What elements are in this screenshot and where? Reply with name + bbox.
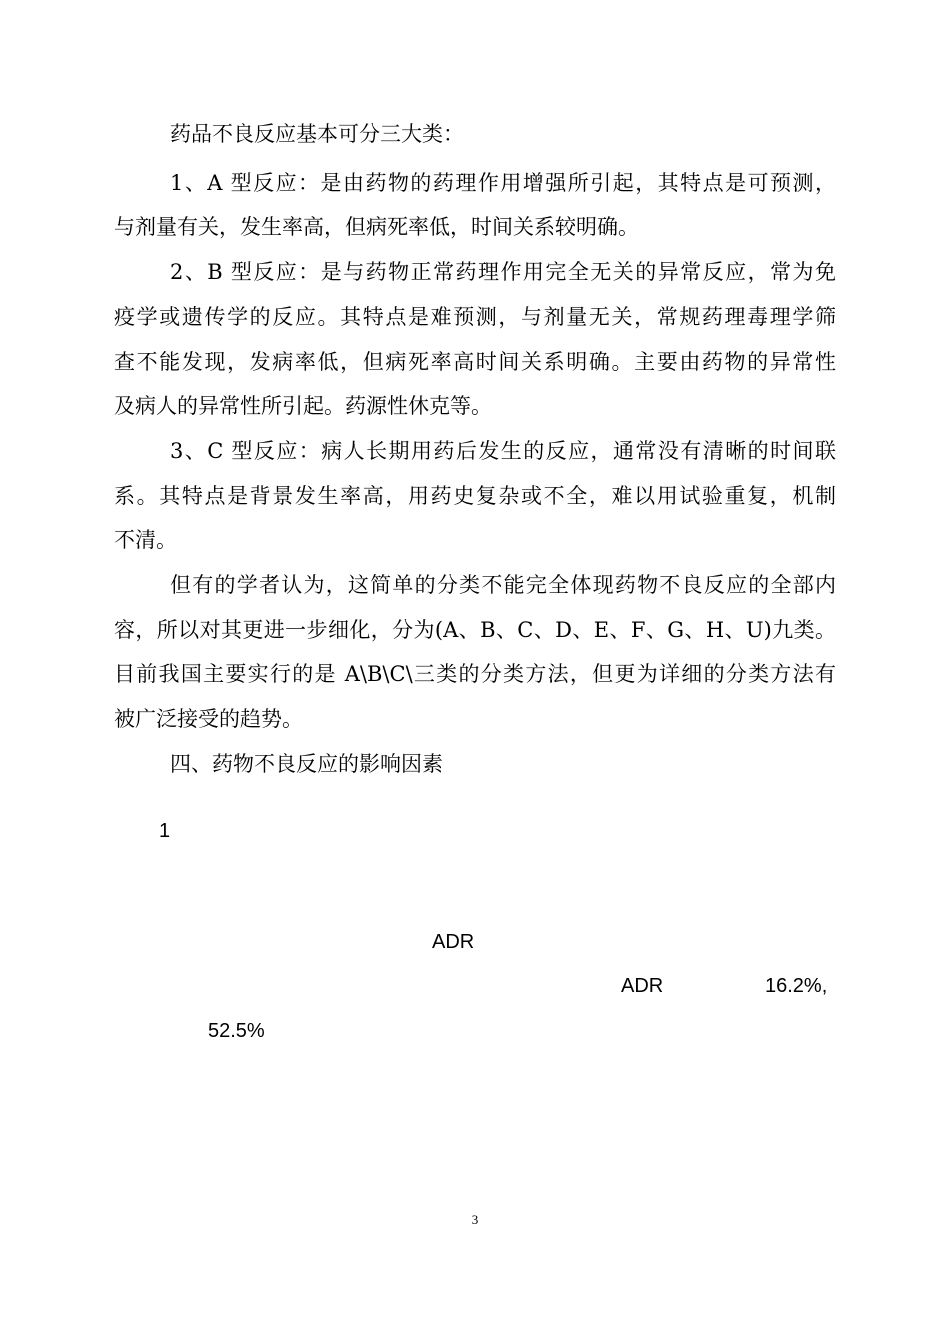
adr-label-1: ADR	[432, 931, 475, 953]
type-a-line-1: 1、A 型反应：是由药物的药理作用增强所引起，其特点是可预测，	[170, 171, 836, 195]
percent-value-2: 52.5%	[208, 1020, 265, 1042]
type-b-line-2: 疫学或遗传学的反应。其特点是难预测，与剂量无关，常规药理毒理学筛	[114, 305, 836, 329]
intro-paragraph: 药品不良反应基本可分三大类：	[170, 122, 464, 146]
scholars-line-1: 但有的学者认为，这简单的分类不能完全体现药物不良反应的全部内	[170, 573, 836, 597]
type-b-line-3: 查不能发现，发病率低，但病死率高时间关系明确。主要由药物的异常性	[114, 350, 836, 374]
type-c-line-2: 系。其特点是背景发生率高，用药史复杂或不全，难以用试验重复，机制	[114, 484, 836, 508]
section-heading: 四、药物不良反应的影响因素	[170, 752, 443, 776]
item-number: 1	[159, 820, 171, 842]
scholars-line-3: 目前我国主要实行的是 A\B\C\三类的分类方法，但更为详细的分类方法有	[114, 662, 836, 686]
type-c-line-1: 3、C 型反应：病人长期用药后发生的反应，通常没有清晰的时间联	[170, 439, 836, 463]
scholars-line-2: 容，所以对其更进一步细化，分为(A、B、C、D、E、F、G、H、U)九类。	[114, 618, 836, 642]
page-number: 3	[471, 1212, 479, 1227]
type-b-line-4: 及病人的异常性所引起。药源性休克等。	[114, 394, 492, 418]
type-a-line-2: 与剂量有关，发生率高，但病死率低，时间关系较明确。	[114, 215, 639, 239]
percent-value-1: 16.2%,	[765, 975, 828, 997]
type-b-line-1: 2、B 型反应：是与药物正常药理作用完全无关的异常反应，常为免	[170, 260, 836, 284]
scholars-line-4: 被广泛接受的趋势。	[114, 707, 303, 731]
type-c-line-3: 不清。	[114, 528, 177, 552]
adr-label-2: ADR	[621, 975, 664, 997]
